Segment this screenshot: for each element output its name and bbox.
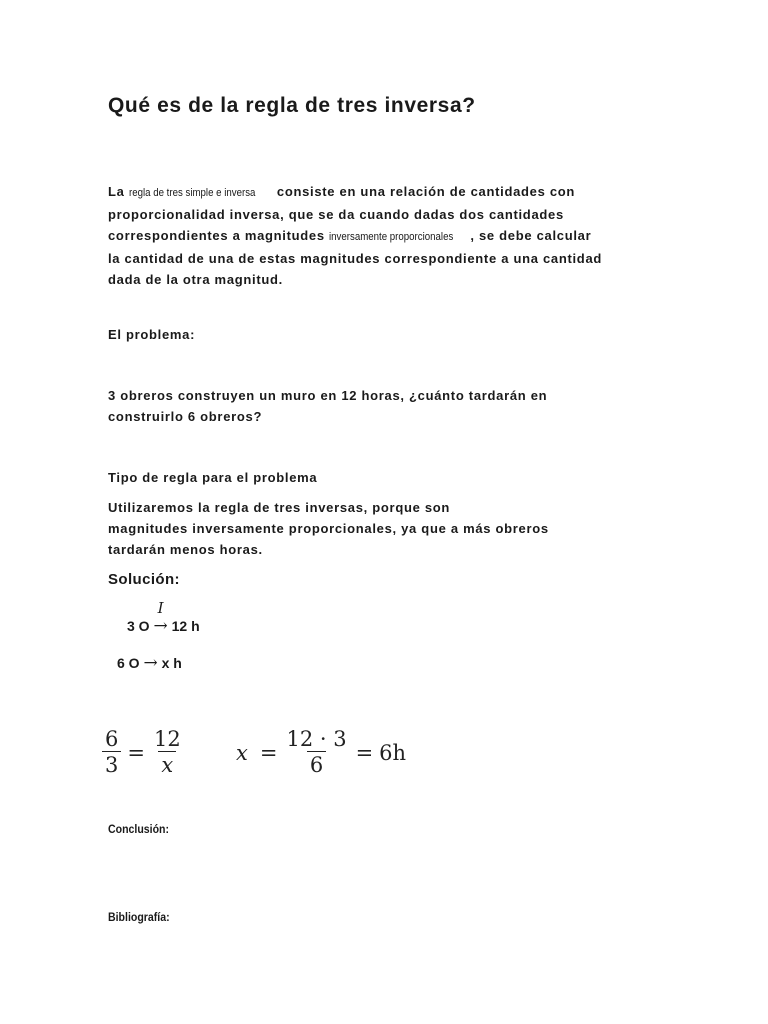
intro-paragraph — [108, 181, 602, 290]
mapping-right: 12 h — [171, 618, 200, 634]
mapping-left: 6 O — [117, 655, 140, 671]
rule-line-3: tardarán menos horas. — [108, 542, 263, 557]
intro-line-5: dada de la otra magnitud. — [108, 272, 283, 287]
problem-line-2: construirlo 6 obreros? — [108, 409, 263, 424]
intro-text: consiste en una relación de cantidades con — [272, 184, 576, 199]
mapping-left: 3 O — [127, 618, 150, 634]
numerator: 12 — [153, 727, 181, 751]
intro-line-4: la cantidad de una de estas magnitudes correspondiente a una cantidad — [108, 251, 603, 266]
intro-text: La — [108, 184, 129, 199]
denominator: x — [158, 751, 176, 778]
bibliography-heading: Bibliografía: — [108, 910, 170, 924]
fraction — [283, 727, 349, 778]
intro-text: correspondientes a magnitudes — [108, 228, 330, 243]
denominator: 3 — [102, 751, 121, 778]
rule-line-1: Utilizaremos la regla de tres inversas, porque son — [108, 500, 451, 515]
rule-paragraph — [108, 497, 549, 560]
equation-solution — [236, 727, 412, 778]
rule-heading: Tipo de regla para el problema — [108, 470, 318, 485]
intro-line-1 — [108, 181, 602, 204]
result — [379, 741, 406, 765]
variable: x — [236, 740, 248, 765]
arrow-label: I — [157, 599, 164, 617]
page-title: Qué es de la regla de tres inversa? — [108, 94, 476, 117]
right-arrow-icon: → — [143, 653, 158, 673]
mapping-row-2 — [117, 653, 182, 673]
conclusion-heading: Conclusión: — [108, 822, 170, 836]
right-arrow-icon: → — [153, 616, 168, 636]
solution-heading: Solución: — [108, 571, 180, 588]
denominator: 6 — [307, 751, 326, 778]
intro-line-2: proporcionalidad inversa, que se da cuando dadas dos cantidades — [108, 207, 564, 222]
equals-sign: = — [259, 740, 278, 765]
equation-proportion — [102, 727, 184, 778]
problem-paragraph — [108, 385, 547, 427]
rule-line-2: magnitudes inversamente proporcionales, ya que a más obreros — [108, 521, 549, 536]
intro-text: , se debe calcular — [470, 228, 592, 243]
problem-line-1: 3 obreros construyen un muro en 12 horas, ¿cuánto tardarán en — [108, 388, 548, 403]
equals-sign: = — [355, 740, 374, 765]
mapping-right: x h — [161, 655, 182, 671]
mapping-row-1 — [127, 599, 200, 636]
fraction-right — [151, 727, 184, 778]
problem-heading: El problema: — [108, 327, 196, 342]
numerator: 12 · 3 — [286, 727, 347, 751]
fraction-left — [102, 727, 121, 778]
result-value: 6h — [379, 740, 407, 765]
arrow-with-label — [153, 599, 168, 636]
term-inversamente-proporcionales: inversamente proporcionales — [329, 231, 454, 243]
equals-sign: = — [127, 740, 145, 765]
numerator: 6 — [105, 727, 119, 751]
intro-line-3 — [108, 225, 602, 248]
term-regla-de-tres: regla de tres simple e inversa — [128, 187, 256, 199]
